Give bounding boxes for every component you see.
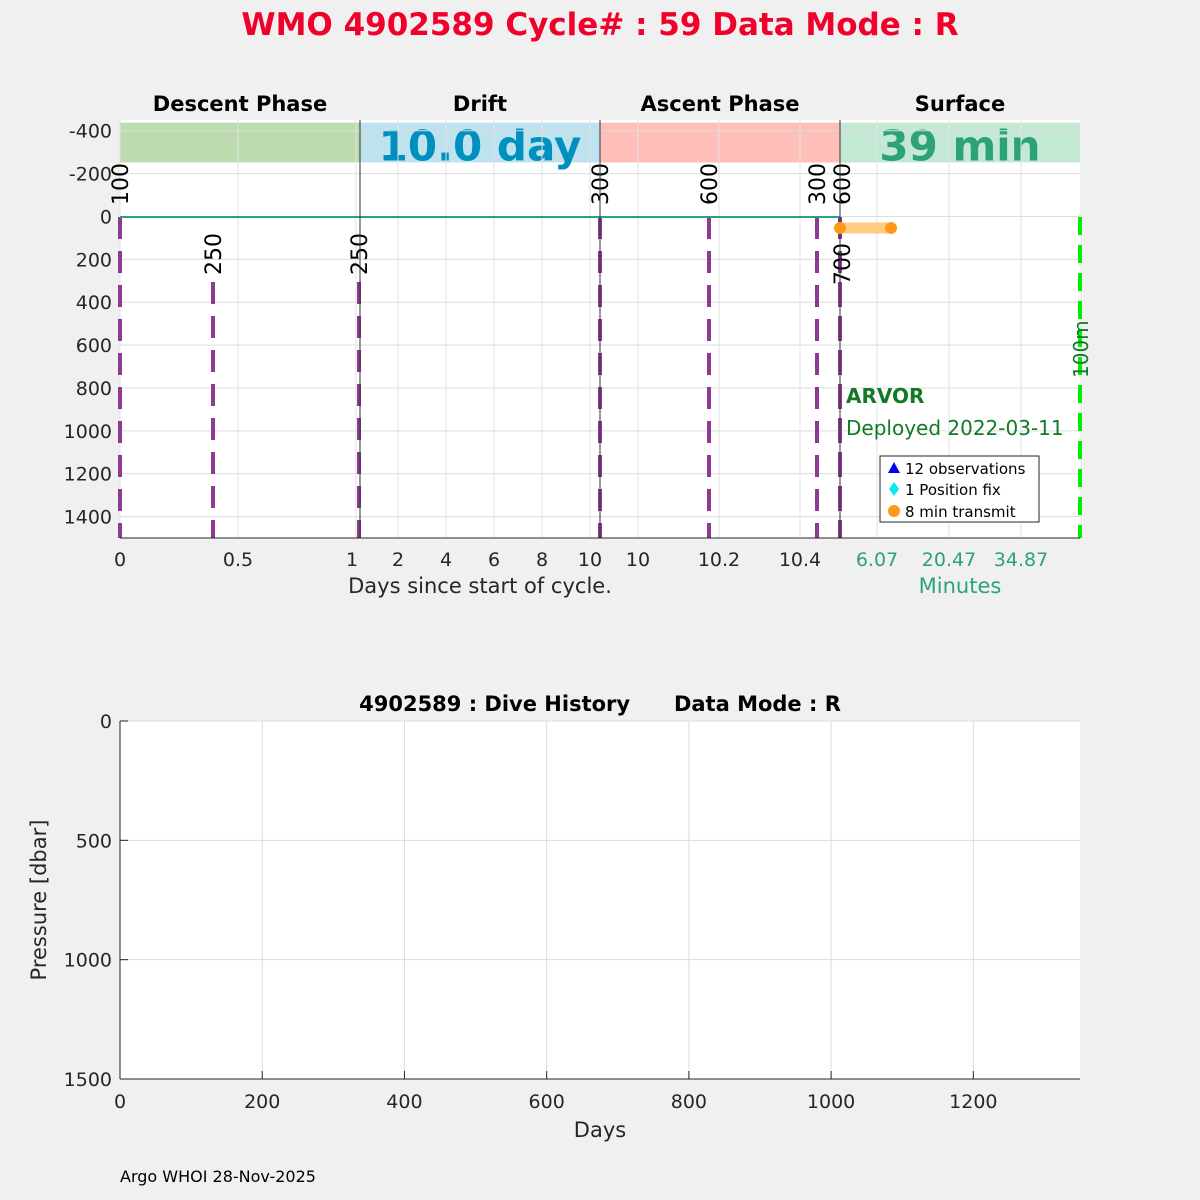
depth-marker-label: 250	[202, 233, 227, 275]
phase-title-descent: Descent Phase	[152, 92, 328, 116]
y-tick-label: 200	[75, 249, 112, 272]
depth-marker-label: 250	[348, 233, 373, 275]
y-tick-label: 1000	[63, 420, 112, 443]
y-tick-label: 1400	[63, 506, 112, 529]
figure-title: WMO 4902589 Cycle# : 59 Data Mode : R	[241, 7, 959, 43]
phase-band-descent	[120, 123, 360, 163]
x-tick-label: 10	[577, 549, 603, 571]
y-tick-label: -400	[68, 120, 112, 143]
x-tick-label: 200	[244, 1091, 281, 1113]
phase-title-ascent: Ascent Phase	[640, 92, 800, 116]
x-tick-label: 8	[535, 549, 549, 571]
x-tick-label: 0.5	[222, 549, 254, 571]
y-tick-label: 500	[75, 830, 112, 853]
footer-credit: Argo WHOI 28-Nov-2025	[120, 1167, 316, 1186]
x-tick-label: 1200	[949, 1091, 998, 1113]
x-tick-labels	[114, 549, 1048, 571]
y-tick-label: -200	[68, 163, 112, 186]
legend	[880, 456, 1039, 522]
phase-title-surface: Surface	[914, 92, 1006, 116]
depth-marker-label: 100	[109, 163, 134, 205]
x-axis-label: Days since start of cycle.	[348, 574, 612, 598]
transmit-point	[885, 222, 897, 234]
x-tick-label: 4	[439, 549, 453, 571]
float-type: ARVOR	[846, 384, 925, 408]
x-tick-label: 10.2	[697, 549, 741, 571]
phase-titles	[153, 92, 1005, 116]
depth-marker-label: 600	[698, 163, 723, 205]
phase-band-ascent	[600, 123, 840, 163]
y-tick-label: 0	[99, 711, 112, 733]
x-tick-label: 800	[670, 1091, 708, 1113]
x-tick-label: 10.4	[778, 549, 822, 571]
x-tick-label: 20.47	[921, 549, 977, 571]
y-tick-label: 1000	[63, 949, 112, 972]
depth-marker-label: 700	[831, 243, 856, 285]
x-tick-label: 400	[386, 1091, 423, 1113]
transmit-point	[834, 222, 846, 234]
legend-circle-icon	[888, 505, 900, 517]
x-tick-label: 0	[113, 1091, 127, 1113]
x-tick-label: 6.07	[855, 549, 899, 571]
y-axis-label: Pressure [dbar]	[27, 819, 51, 981]
y-tick-label: 0	[99, 206, 112, 229]
surface-depth-label: 100m	[1069, 320, 1093, 378]
legend-item: 12 observations	[905, 460, 1026, 478]
depth-marker-label: 300	[589, 163, 614, 205]
dive-history-title: 4902589 : Dive History Data Mode : R	[359, 692, 841, 716]
depth-marker-label: 600	[831, 163, 856, 205]
cycle-profile-chart	[64, 92, 1093, 598]
dive-history-chart	[27, 692, 1080, 1142]
legend-item: 8 min transmit	[905, 503, 1016, 521]
y-tick-labels	[64, 121, 112, 529]
x-tick-label: 600	[528, 1091, 565, 1113]
y-tick-label: 1500	[63, 1069, 112, 1091]
phase-duration-surface: 39 min	[879, 121, 1041, 171]
y-tick-label: 600	[75, 335, 112, 358]
x-tick-label: 1000	[806, 1091, 856, 1113]
x-tick-label: 1	[345, 549, 359, 571]
y-tick-label: 1200	[63, 463, 112, 486]
phase-title-drift: Drift	[452, 92, 508, 116]
x-axis-label-surface: Minutes	[918, 574, 1002, 598]
x-axis-label: Days	[573, 1118, 627, 1142]
legend-item: 1 Position fix	[905, 481, 1001, 499]
x-tick-label: 34.87	[993, 549, 1049, 571]
depth-marker-label: 300	[806, 163, 831, 205]
phase-duration-drift: 10.0 day	[378, 121, 582, 171]
deployed-date: Deployed 2022-03-11	[846, 416, 1064, 440]
x-tick-labels	[114, 1091, 998, 1113]
x-tick-label: 10	[625, 549, 651, 571]
x-tick-label: 6	[487, 549, 501, 571]
x-tick-label: 0	[113, 549, 127, 571]
plot-area	[120, 721, 1080, 1079]
y-tick-label: 800	[75, 377, 112, 400]
y-tick-labels	[64, 711, 112, 1091]
y-tick-label: 400	[75, 292, 112, 315]
x-tick-label: 2	[391, 549, 405, 571]
